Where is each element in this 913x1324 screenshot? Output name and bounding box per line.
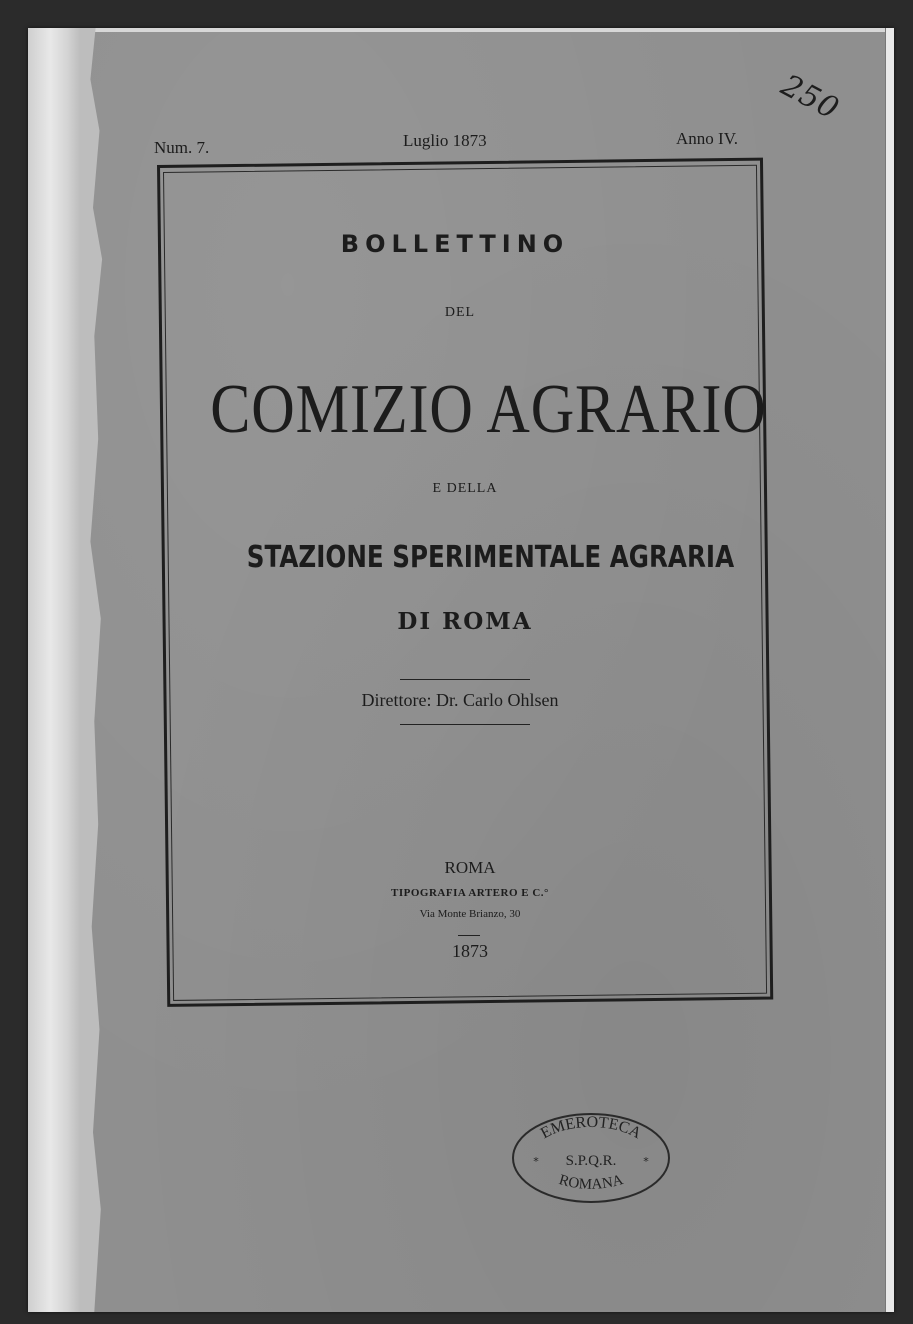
- imprint-year: 1873: [452, 941, 488, 961]
- stamp-star-left-icon: *: [533, 1155, 539, 1168]
- library-stamp: [510, 1111, 672, 1205]
- stamp-star-right-icon: *: [643, 1155, 649, 1168]
- divider-bottom: [400, 724, 530, 725]
- issue-year-volume: Anno IV.: [676, 129, 739, 148]
- imprint-address: Via Monte Brianzo, 30: [419, 908, 521, 920]
- torn-spine-edge: [80, 28, 106, 1312]
- title-e-della: E DELLA: [432, 481, 498, 496]
- stamp-top-text: EMEROTECA: [537, 1113, 644, 1143]
- stamp-middle-text: S.P.Q.R.: [565, 1153, 617, 1169]
- title-di-roma: DI ROMA: [397, 608, 533, 635]
- paper-right-edge: [885, 28, 894, 1312]
- paper-top-edge: [28, 28, 894, 32]
- director-line: Direttore: Dr. Carlo Ohlsen: [361, 690, 559, 710]
- stamp-bottom-text: ROMANA: [556, 1172, 626, 1193]
- issue-date: Luglio 1873: [403, 131, 487, 150]
- year-dash: [458, 935, 480, 936]
- title-stazione: STAZIONE SPERIMENTALE AGRARIA: [246, 540, 735, 575]
- imprint-city: ROMA: [444, 858, 496, 877]
- handwritten-number: 250: [775, 67, 845, 128]
- issue-number: Num. 7.: [154, 138, 210, 157]
- divider-top: [400, 679, 530, 680]
- title-comizio-agrario: COMIZIO AGRARIO: [210, 371, 767, 448]
- title-del: DEL: [444, 305, 476, 320]
- title-bollettino: BOLLETTINO: [340, 230, 570, 258]
- imprint-printer: TIPOGRAFIA ARTERO E C.°: [391, 887, 549, 899]
- binding-spine: [28, 28, 84, 1312]
